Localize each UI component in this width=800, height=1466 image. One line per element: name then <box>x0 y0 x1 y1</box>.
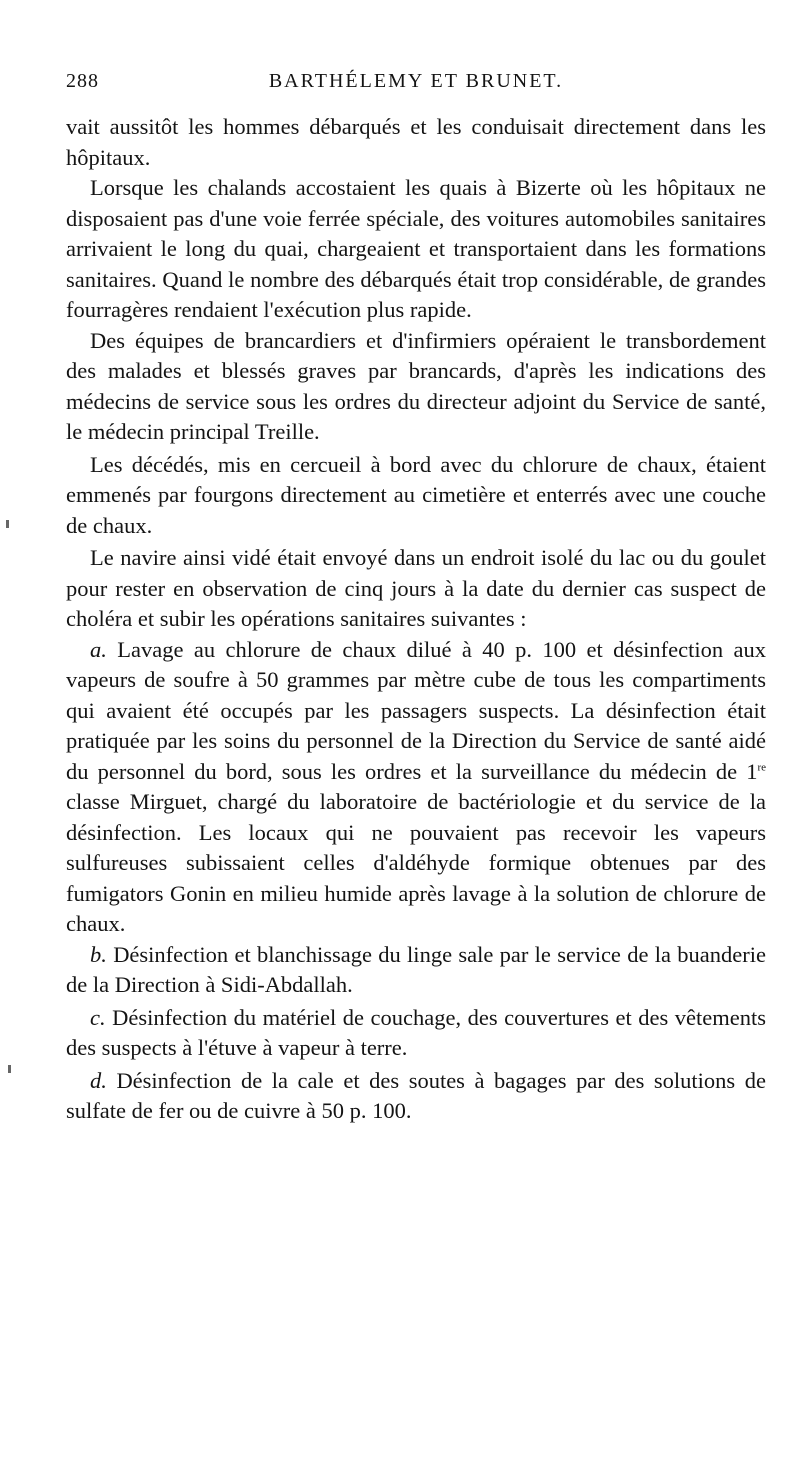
list-text-b: Désinfection et blanchissage du linge sale par le service de la buanderie de la Direction à Sidi-Abdallah. <box>66 941 767 997</box>
paragraph-continuation: vait aussitôt les hommes débarqués et les conduisait directement dans les hôpitaux. <box>66 114 766 170</box>
list-text-a-part2: classe Mirguet, chargé du laboratoire de bactériologie et du service de la désinfection. Les locaux qui ne pouvaient pas recevoir les vapeurs sulfureuses subissaient celles d'aldéhyde formique obtenues par des fumigators Gonin en milieu humide après lavage à la solution de chlorure de chaux. <box>66 789 766 936</box>
body-text <box>66 112 766 1127</box>
list-label-b: b. <box>90 941 107 967</box>
list-label-a: a. <box>90 636 107 662</box>
list-text-d: Désinfection de la cale et des soutes à bagages par des solutions de sulfate de fer ou de cuivre à 50 p. 100. <box>66 1067 766 1123</box>
running-head: BARTHÉLEMY ET BRUNET. <box>268 70 564 92</box>
margin-speck <box>8 1065 11 1073</box>
page-number: 288 <box>66 70 99 92</box>
margin-speck <box>6 520 9 528</box>
list-item-b <box>66 940 766 1001</box>
paragraph-decedes: Les décédés, mis en cercueil à bord avec du chlorure de chaux, étaient emmenés par fourgons directement au cimetière et enterrés avec une couche de chaux. <box>66 451 766 538</box>
list-text-c: Désinfection du matériel de couchage, des couvertures et des vêtements des suspects à l'étuve à vapeur à terre. <box>66 1004 766 1060</box>
paragraph-brancardiers: Des équipes de brancardiers et d'infirmiers opéraient le transbordement des malades et blessés graves par brancards, d'après les indications des médecins de service sous les ordres du directeur adjoint du Service de santé, le médecin principal Treille. <box>66 327 766 444</box>
ordinal-superscript: re <box>757 761 766 773</box>
list-item-a <box>66 635 766 940</box>
list-item-d <box>66 1066 766 1127</box>
list-label-c: c. <box>90 1004 106 1030</box>
paragraph-chalands: Lorsque les chalands accostaient les quais à Bizerte où les hôpitaux ne disposaient pas d'une voie ferrée spéciale, des voitures automobiles sanitaires arrivaient le long du quai, chargeaient et transportaient dans les formations sanitaires. Quand le nombre des débarqués était trop considérable, de grandes fourragères rendaient l'exécution plus rapide. <box>66 175 766 322</box>
list-label-d: d. <box>90 1067 107 1093</box>
list-item-c <box>66 1003 766 1064</box>
page-header <box>66 70 766 100</box>
list-text-a-part1: Lavage au chlorure de chaux dilué à 40 p. 100 et désinfection aux vapeurs de soufre à 50 grammes par mètre cube de tous les compartiments qui avaient été occupés par les passagers suspects. La désinfection était pratiquée par les soins du personnel de la Direction du Service de santé aidé du personnel du bord, sous les ordres et la surveillance du médecin de 1 <box>66 636 766 784</box>
paragraph-navire: Le navire ainsi vidé était envoyé dans un endroit isolé du lac ou du goulet pour rester en observation de cinq jours à la date du dernier cas suspect de choléra et subir les opérations sanitaires suivantes : <box>66 545 766 631</box>
